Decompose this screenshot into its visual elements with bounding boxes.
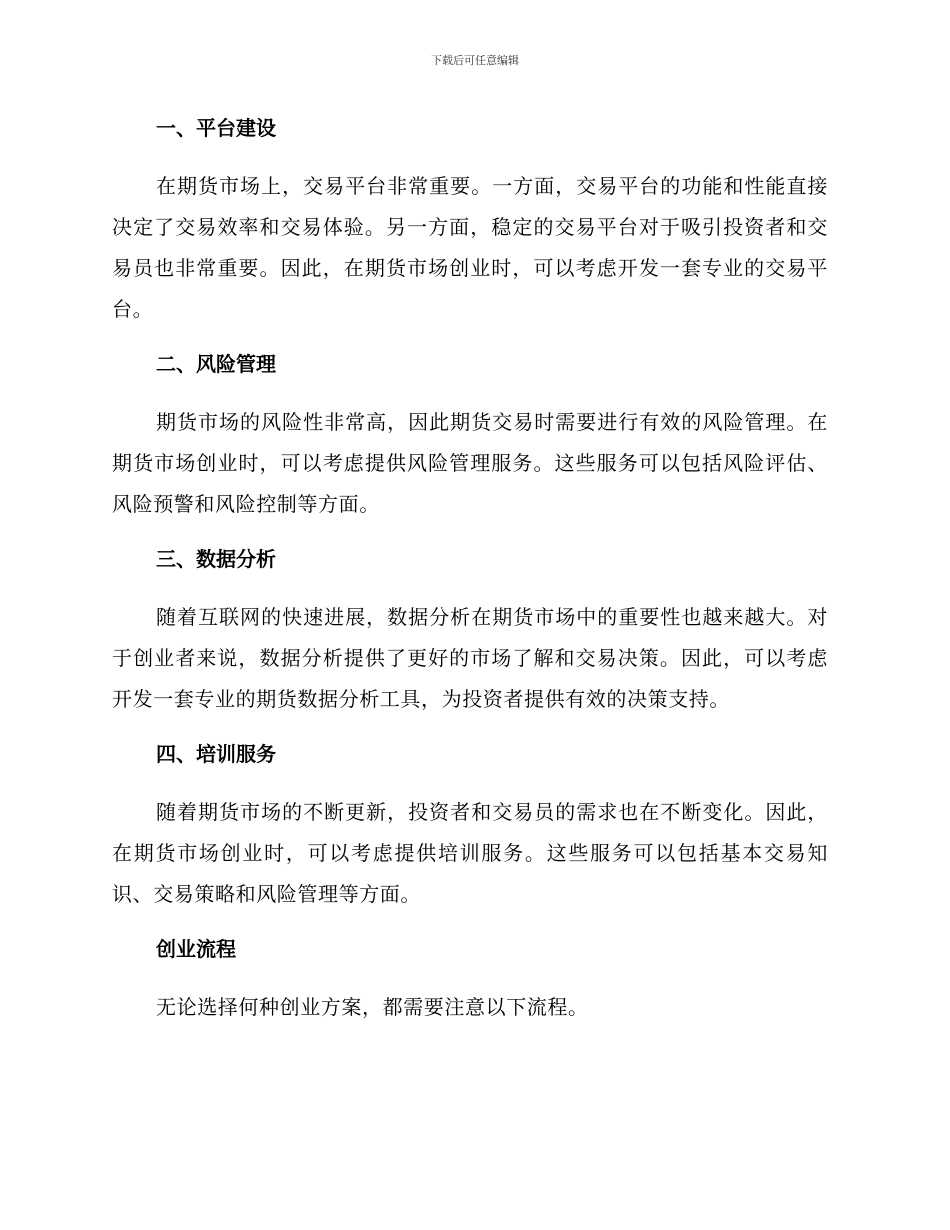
section-heading: 四、培训服务 bbox=[156, 742, 276, 766]
section-paragraph: 随着互联网的快速进展，数据分析在期货市场中的重要性也越来越大。对于创业者来说，数据分析提供了更好的市场了解和交易决策。因此，可以考虑开发一套专业的期货数据分析工具，为投资者提供有效的决策支持。 bbox=[112, 605, 828, 711]
section-paragraph: 无论选择何种创业方案，都需要注意以下流程。 bbox=[156, 995, 589, 1019]
section-heading: 一、平台建设 bbox=[156, 116, 276, 140]
section-heading: 创业流程 bbox=[156, 937, 236, 961]
section-data-analysis bbox=[112, 539, 828, 720]
section-process bbox=[112, 929, 828, 1028]
section-paragraph: 期货市场的风险性非常高，因此期货交易时需要进行有效的风险管理。在期货市场创业时，可以考虑提供风险管理服务。这些服务可以包括风险评估、风险预警和风险控制等方面。 bbox=[112, 410, 828, 516]
header-note: 下载后可任意编辑 bbox=[431, 54, 519, 67]
section-paragraph: 在期货市场上，交易平台非常重要。一方面，交易平台的功能和性能直接决定了交易效率和交易体验。另一方面，稳定的交易平台对于吸引投资者和交易员也非常重要。因此，在期货市场创业时，可以考虑开发一套专业的交易平台。 bbox=[112, 174, 828, 321]
section-risk-management bbox=[112, 344, 828, 525]
section-heading: 二、风险管理 bbox=[156, 352, 276, 376]
section-platform bbox=[112, 108, 828, 330]
section-heading: 三、数据分析 bbox=[156, 547, 276, 571]
section-training bbox=[112, 734, 828, 915]
document-body bbox=[112, 108, 828, 1042]
section-paragraph: 随着期货市场的不断更新，投资者和交易员的需求也在不断变化。因此，在期货市场创业时，可以考虑提供培训服务。这些服务可以包括基本交易知识、交易策略和风险管理等方面。 bbox=[112, 800, 828, 906]
